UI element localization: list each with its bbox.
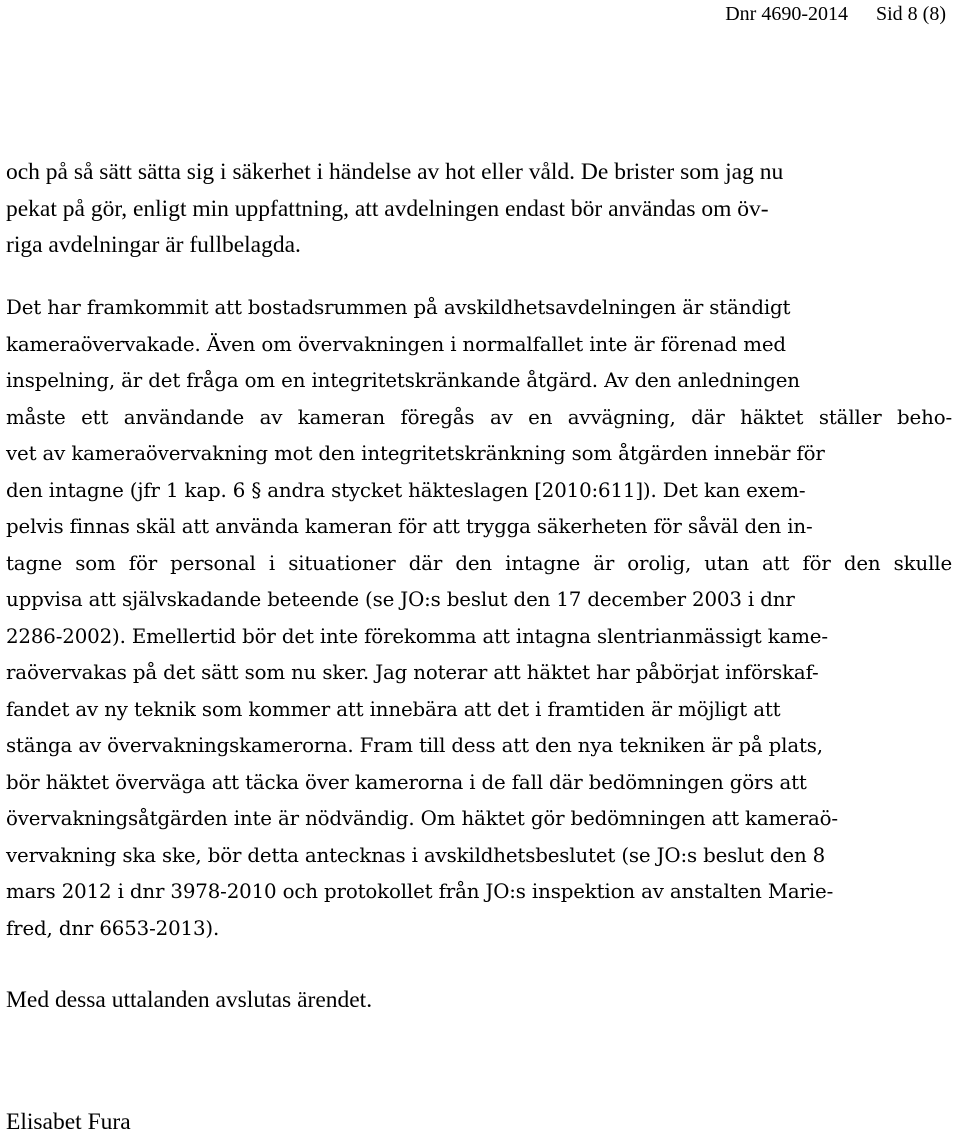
signature: Elisabet Fura bbox=[6, 1109, 131, 1135]
text-line: 2286-2002). Emellertid bör det inte förekomma att intagna slentrianmässigt kame- bbox=[6, 624, 828, 648]
text-line: mars 2012 i dnr 3978-2010 och protokollet från JO:s inspektion av anstalten Marie- bbox=[6, 880, 834, 903]
text-line: fred, dnr 6653-2013). bbox=[6, 916, 220, 940]
page-number: Sid 8 (8) bbox=[876, 3, 946, 25]
text-line: riga avdelningar är fullbelagda. bbox=[6, 232, 301, 258]
text-line: den intagne (jfr 1 kap. 6 § andra stycket häkteslagen [2010:611]). Det kan exem- bbox=[6, 478, 806, 502]
paragraph-1 bbox=[6, 154, 783, 264]
text-line: fandet av ny teknik som kommer att innebära att det i framtiden är möjligt att bbox=[6, 697, 781, 721]
paragraph-3 bbox=[6, 982, 372, 1019]
text-line: övervakningsåtgärden inte är nödvändig. Om häktet gör bedömningen att kameraö- bbox=[6, 807, 838, 830]
text-line: uppvisa att självskadande beteende (se JO:s beslut den 17 december 2003 i dnr bbox=[6, 588, 795, 611]
diary-number: Dnr 4690-2014 bbox=[725, 3, 848, 25]
text-line: kameraövervakade. Även om övervakningen i normalfallet inte är förenad med bbox=[6, 332, 786, 356]
text-line: inspelning, är det fråga om en integritetskränkande åtgärd. Av den anledningen bbox=[6, 369, 800, 392]
text-line: bör häktet överväga att täcka över kamerorna i de fall där bedömningen görs att bbox=[6, 770, 807, 794]
text-line: tagne som för personal i situationer där den intagne är orolig, utan att för den skulle bbox=[6, 551, 952, 575]
text-line: Med dessa uttalanden avslutas ärendet. bbox=[6, 987, 373, 1013]
text-line: stänga av övervakningskamerorna. Fram till dess att den nya tekniken är på plats, bbox=[6, 734, 823, 757]
text-line: Det har framkommit att bostadsrummen på avskildhetsavdelningen är ständigt bbox=[6, 296, 791, 319]
text-line: vet av kameraövervakning mot den integritetskränkning som åtgärden innebär för bbox=[6, 442, 825, 465]
text-line: måste ett användande av kameran föregås av en avvägning, där häktet ställer beho- bbox=[6, 405, 952, 429]
text-line: pekat på gör, enligt min uppfattning, att avdelningen endast bör användas om öv- bbox=[6, 195, 769, 222]
text-line: vervakning ska ske, bör detta antecknas i avskildhetsbeslutet (se JO:s beslut den 8 bbox=[6, 843, 826, 867]
text-line: och på så sätt sätta sig i säkerhet i händelse av hot eller våld. De brister som jag nu bbox=[6, 159, 784, 185]
page-header bbox=[725, 0, 946, 28]
paragraph-2 bbox=[6, 290, 952, 947]
text-line: raövervakas på det sätt som nu sker. Jag noterar att häktet har påbörjat införskaf- bbox=[6, 661, 819, 684]
text-line: pelvis finnas skäl att använda kameran för att trygga säkerheten för såväl den in- bbox=[6, 515, 813, 538]
